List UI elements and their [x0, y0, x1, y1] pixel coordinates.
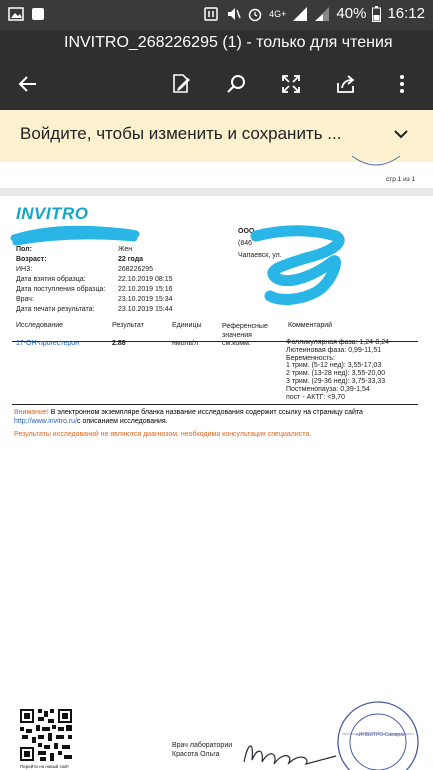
comment-line: 3 трим. (29-36 нед): 3,75-33,33	[286, 377, 386, 385]
notice-prefix: Внимание!	[14, 409, 49, 416]
invitro-link[interactable]: http://www.invitro.ru/	[14, 418, 78, 425]
printed-value: 23.10.2019 15:44	[118, 306, 173, 313]
share-icon	[334, 72, 358, 96]
share-button[interactable]	[328, 66, 364, 102]
col-header-result: Результат	[112, 322, 144, 329]
fullscreen-button[interactable]	[273, 66, 309, 102]
table-divider-bottom	[12, 404, 418, 405]
image-icon	[8, 6, 24, 22]
col-header-test: Исследование	[16, 322, 64, 329]
comment-line: пост - АКТГ: <9,70	[286, 393, 346, 401]
sign-in-banner[interactable]	[0, 110, 433, 162]
clock: 16:12	[387, 5, 425, 22]
more-menu-button[interactable]	[384, 66, 420, 102]
expand-icon	[279, 72, 303, 96]
notice-suffix: с описанием исследования.	[77, 418, 168, 425]
handwritten-signature	[240, 736, 340, 770]
network-type: 4G+	[269, 8, 287, 19]
test-units: нмоль/л	[172, 340, 199, 347]
comment-line: Постменопауза: 0,39-1,54	[286, 385, 370, 393]
signature-role: Врач лаборатории	[172, 742, 233, 749]
edit-button[interactable]	[163, 66, 199, 102]
age-label: Возраст:	[16, 256, 47, 263]
sex-value: Жен	[118, 246, 133, 253]
app-bar	[0, 30, 433, 110]
comment-line: 2 трим. (13-28 нед): 3,55-20,00	[286, 370, 386, 378]
notice-text: В электронном экземпляре бланка название исследования содержит ссылку на страницу сайта	[48, 409, 363, 416]
test-result: 2.88	[112, 340, 126, 347]
search-button[interactable]	[218, 66, 254, 102]
age-value: 22 года	[118, 256, 144, 263]
col-header-comment: Комментарий	[288, 322, 333, 329]
page-separator	[0, 188, 433, 196]
col-header-units: Единицы	[172, 322, 202, 329]
test-name-link[interactable]: 17-ОН-прогестерон	[16, 340, 79, 347]
alarm-icon	[247, 6, 263, 22]
nfc-icon	[203, 6, 219, 22]
notification-icon	[30, 6, 46, 22]
more-vertical-icon	[390, 72, 414, 96]
org-name: ООО	[238, 228, 255, 235]
edit-document-icon	[169, 72, 193, 96]
doctor-label: Врач:	[16, 296, 34, 303]
status-bar	[0, 0, 433, 30]
comment-line: 1 трим. (5-12 нед): 3,55-17,03	[286, 362, 382, 370]
qr-code	[18, 707, 74, 763]
stamp-fragment	[350, 156, 402, 172]
search-icon	[224, 72, 248, 96]
org-phone: (846	[238, 240, 253, 247]
chevron-down-icon[interactable]	[391, 124, 411, 144]
document-page	[0, 162, 433, 770]
notice	[14, 409, 363, 416]
notice-line-2	[14, 418, 168, 425]
doctor-value: 23.10.2019 15:34	[118, 296, 173, 303]
sex-label: Пол:	[16, 246, 32, 253]
signature-name: Красота Ольга	[172, 751, 220, 758]
stamp-text: «ИНВИТРО-Самара»	[356, 732, 406, 738]
comment-line: Фолликулярная фаза: 1,24-8,24	[286, 339, 390, 346]
battery-level: 40%	[336, 5, 367, 22]
col-header-reference: Референсные значения	[222, 323, 268, 339]
taken-value: 22.10.2019 08:15	[118, 276, 173, 283]
inz-label: ИНЗ:	[16, 266, 33, 273]
invitro-logo: INVITRO	[16, 204, 89, 223]
back-button[interactable]	[10, 66, 46, 102]
arrow-left-icon	[16, 72, 40, 96]
mute-icon	[225, 6, 241, 22]
disclaimer: Результаты исследований не являются диагнозом, необходима консультация специалиста.	[14, 431, 312, 438]
received-value: 22.10.2019 15:16	[118, 286, 173, 293]
signal-icon	[292, 6, 308, 22]
redaction-scribble	[10, 220, 140, 248]
sign-in-banner-text: Войдите, чтобы изменить и сохранить ...	[20, 124, 342, 143]
battery-icon	[372, 6, 381, 22]
qr-caption: Перейти на новый сайт	[20, 764, 70, 769]
test-reference: см.комм.	[222, 340, 251, 347]
printed-label: Дата печати результата:	[16, 306, 95, 313]
signal-icon-2	[314, 6, 330, 22]
page-number: стр.1 из 1	[386, 176, 416, 183]
document-title: INVITRO_268226295 (1) - только для чтения	[64, 34, 393, 51]
comment-line: Лютеиновая фаза: 0,99-11,51	[286, 346, 382, 354]
received-label: Дата поступления образца:	[16, 286, 106, 293]
test-comments	[286, 339, 389, 401]
comment-line: Беременность:	[286, 354, 335, 362]
redaction-scribble-2	[236, 222, 356, 306]
org-address: Чапаевск, ул.	[238, 252, 282, 259]
inz-value: 268226295	[118, 266, 154, 273]
taken-label: Дата взятия образца:	[16, 276, 86, 283]
